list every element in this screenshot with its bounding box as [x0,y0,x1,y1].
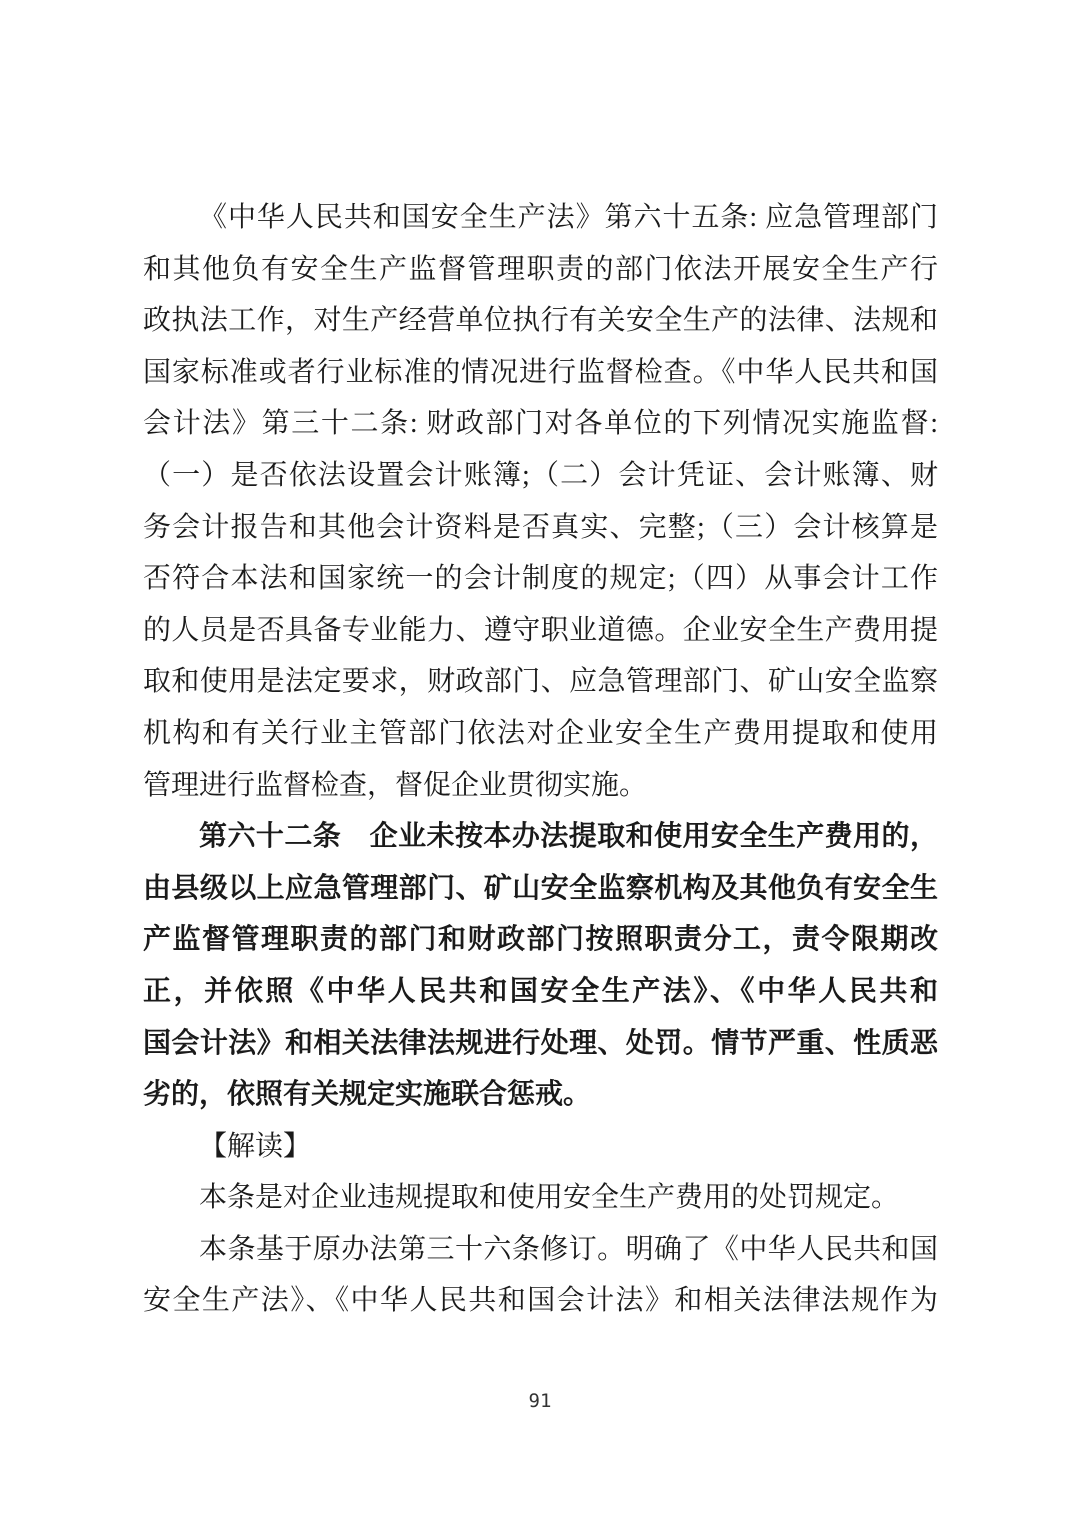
text-line: 产监督管理职责的部门和财政部门按照职责分工，责令限期改 [143,924,938,956]
text-line: 国会计法》和相关法律法规进行处理、处罚。情节严重、性质恶 [143,1027,938,1059]
text-line: 取和使用是法定要求，财政部门、应急管理部门、矿山安全监察 [143,666,938,698]
interpretation-label: 【解读】 [199,1130,312,1162]
text-line: 本条基于原办法第三十六条修订。明确了《中华人民共和国 [199,1233,938,1265]
text-line: 务会计报告和其他会计资料是否真实、完整;（三）会计核算是 [143,511,938,543]
text-line: （一）是否依法设置会计账簿;（二）会计凭证、会计账簿、财 [143,459,938,491]
text-line: 和其他负有安全生产监督管理职责的部门依法开展安全生产行 [143,253,938,285]
text-line: 管理进行监督检查，督促企业贯彻实施。 [143,769,648,801]
page-number: 91 [528,1390,552,1412]
text-line: 由县级以上应急管理部门、矿山安全监察机构及其他负有安全生 [143,872,938,904]
text-line: 的人员是否具备专业能力、遵守职业道德。企业安全生产费用提 [143,614,938,646]
text-line: 否符合本法和国家统一的会计制度的规定;（四）从事会计工作 [143,563,938,595]
text-line: 政执法工作，对生产经营单位执行有关安全生产的法律、法规和 [143,305,938,337]
text-line: 本条是对企业违规提取和使用安全生产费用的处罚规定。 [199,1182,900,1214]
heading-interpretation [143,1121,938,1173]
text-line: 正，并依照《中华人民共和国安全生产法》、《中华人民共和 [143,975,938,1007]
text-line: 机构和有关行业主管部门依法对企业安全生产费用提取和使用 [143,717,938,749]
paragraph-article-62 [143,811,938,1121]
text-line: 劣的，依照有关规定实施联合惩戒。 [143,1079,592,1111]
paragraph-interpretation-summary [143,1172,938,1224]
paragraph-legal-citation [143,192,938,811]
text-block [143,192,938,1327]
paragraph-interpretation-detail [143,1224,938,1327]
text-line: 第六十二条 企业未按本办法提取和使用安全生产费用的， [199,821,938,853]
text-line: 国家标准或者行业标准的情况进行监督检查。《中华人民共和国 [143,356,938,388]
text-line: 会计法》第三十二条: 财政部门对各单位的下列情况实施监督: [143,408,938,440]
text-line: 安全生产法》、《中华人民共和国会计法》和相关法律法规作为 [143,1285,938,1317]
text-line: 《中华人民共和国安全生产法》第六十五条: 应急管理部门 [199,202,938,233]
